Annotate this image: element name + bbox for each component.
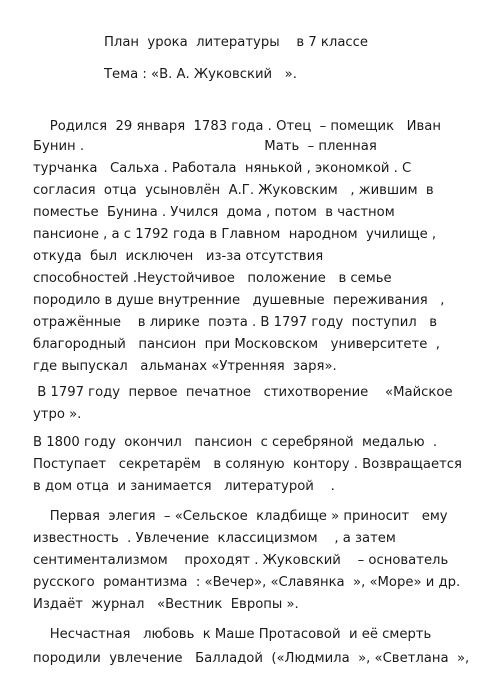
text-line: известность . Увлечение классицизмом , а затем: [33, 531, 396, 546]
text-line: пансионе , а с 1792 года в Главном народном училище ,: [33, 227, 437, 242]
text-line: сентиментализмом проходят . Жуковский – основатель: [33, 553, 449, 568]
text-line: В 1797 году первое печатное стихотворение «Майское: [33, 385, 453, 400]
text-line: Бунин . Мать – пленная: [33, 139, 377, 154]
text-line: Поступает секретарём в соляную контору . Возвращается: [33, 457, 462, 472]
lesson-plan-title: План урока литературы в 7 классе: [104, 35, 369, 50]
lesson-topic: Тема : «В. А. Жуковский ».: [104, 67, 297, 82]
text-line: Первая элегия – «Сельское кладбище » приносит ему: [33, 509, 448, 524]
text-line: Несчастная любовь к Маше Протасовой и её смерть: [33, 627, 432, 642]
text-line: русского романтизма : «Вечер», «Славянка », «Море» и др.: [33, 575, 461, 590]
text-line: в дом отца и занимается литературой .: [33, 479, 335, 494]
text-line: утро ».: [33, 407, 82, 422]
text-line: способностей .Неустойчивое положение в семье: [33, 271, 392, 286]
text-line: Родился 29 января 1783 года . Отец – помещик Иван: [33, 119, 442, 134]
text-line: В 1800 году окончил пансион с серебряной медалью .: [33, 435, 438, 450]
text-line: откуда был исключен из-за отсутствия: [33, 249, 324, 264]
text-line: где выпускал альманах «Утренняя заря».: [33, 359, 337, 374]
text-line: отражённые в лирике поэта . В 1797 году поступил в: [33, 315, 438, 330]
text-line: породили увлечение Балладой («Людмила », «Светлана »,: [33, 651, 470, 666]
text-line: турчанка Сальха . Работала нянькой , экономкой . С: [33, 161, 412, 176]
text-line: согласия отца усыновлён А.Г. Жуковским , жившим в: [33, 183, 434, 198]
text-line: породило в душе внутренние душевные переживания ,: [33, 293, 445, 308]
text-line: поместье Бунина . Учился дома , потом в частном: [33, 205, 395, 220]
text-line: Издаёт журнал «Вестник Европы ».: [33, 597, 299, 612]
text-line: благородный пансион при Московском университете ,: [33, 337, 440, 352]
